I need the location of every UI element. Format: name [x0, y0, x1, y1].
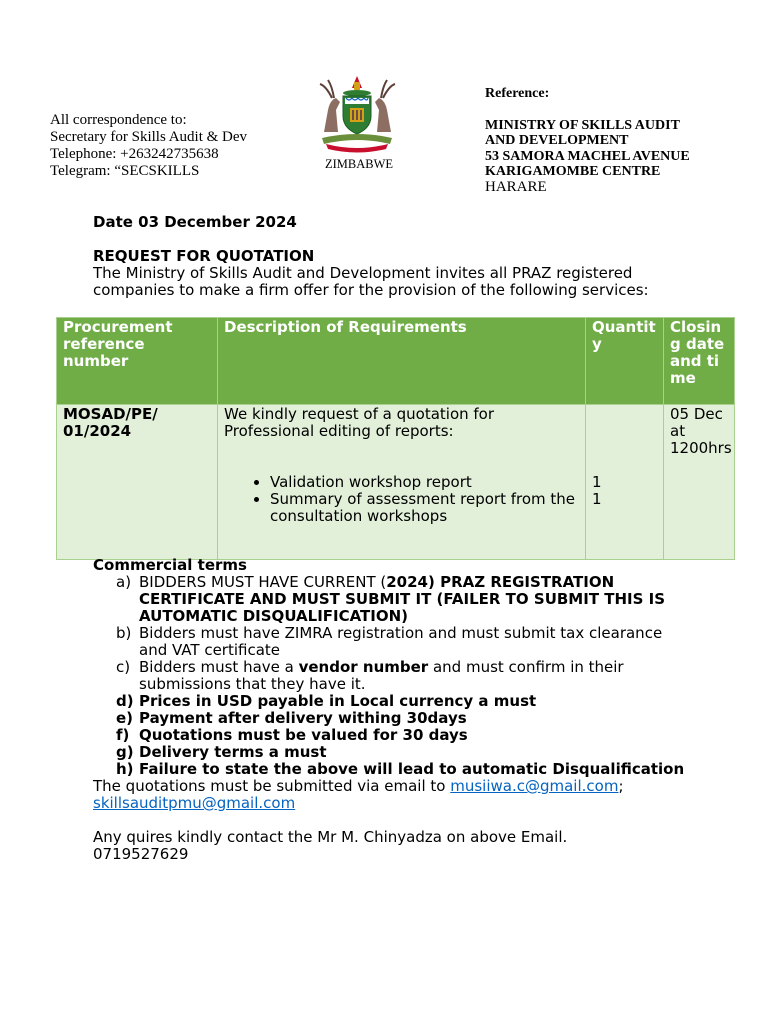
term-marker: d): [116, 692, 134, 710]
correspondence-line: Telephone: +263242735638: [50, 146, 219, 162]
submission-line: [93, 778, 693, 795]
correspondence-line: Secretary for Skills Audit & Dev: [50, 129, 248, 145]
column-header-reference: Procurement reference number: [57, 318, 218, 405]
address-line: AND DEVELOPMENT: [485, 133, 629, 149]
term-text: Bidders must have a: [139, 658, 299, 676]
document-date: Date 03 December 2024: [93, 213, 297, 231]
contact-phone: 0719527629: [93, 845, 189, 863]
term-marker: h): [116, 760, 134, 778]
email-separator: ;: [618, 777, 624, 795]
term-item: [93, 574, 693, 625]
term-marker: a): [116, 573, 132, 591]
term-item: [93, 727, 693, 744]
quantity-value: 1: [592, 473, 602, 491]
column-header-closing: Closing date and time: [664, 318, 735, 405]
rfq-intro: The Ministry of Skills Audit and Development invites all PRAZ registered companies to make a firm offer for the provision of the following services:: [93, 264, 649, 299]
terms-list: [93, 574, 693, 778]
list-item: • Summary of assessment report from the consultation workshops: [270, 491, 579, 525]
address-city: HARARE: [485, 178, 547, 195]
requirement-list: [224, 474, 579, 525]
term-text: Delivery terms a must: [139, 743, 327, 761]
table-row: [57, 405, 735, 560]
term-marker: e): [116, 709, 134, 727]
reference-block: [485, 86, 690, 196]
term-text: and must confirm in their submissions that they have it.: [139, 658, 624, 693]
rfq-heading: REQUEST FOR QUOTATION: [93, 247, 315, 265]
term-item: [93, 761, 693, 778]
correspondence-block: [50, 112, 247, 180]
email-link-primary[interactable]: musiiwa.c@gmail.com: [450, 777, 619, 795]
email-link-secondary[interactable]: skillsauditpmu@gmail.com: [93, 794, 296, 812]
term-marker: g): [116, 743, 134, 761]
coat-of-arms-icon: [310, 74, 405, 154]
term-item: [93, 693, 693, 710]
address-line: 53 SAMORA MACHEL AVENUE: [485, 148, 690, 164]
country-label: ZIMBABWE: [325, 157, 394, 171]
term-text: BIDDERS MUST HAVE CURRENT (: [139, 573, 387, 591]
term-item: [93, 744, 693, 761]
term-marker: c): [116, 658, 131, 676]
column-header-quantity: Quantity: [586, 318, 664, 405]
table-header-row: [57, 318, 735, 405]
term-marker: f): [116, 726, 130, 744]
term-item: [93, 710, 693, 727]
term-text-bold: vendor number: [298, 658, 429, 676]
contact-text: Any quires kindly contact the Mr M. Chinyadza on above Email.: [93, 828, 568, 846]
term-text: Prices in USD payable in Local currency a must: [139, 692, 537, 710]
correspondence-line: Telegram: “SECSKILLS: [50, 163, 200, 179]
term-text: Failure to state the above will lead to automatic Disqualification: [139, 760, 685, 778]
term-text: Quotations must be valued for 30 days: [139, 726, 468, 744]
requirements-table: [56, 317, 735, 560]
term-text-bold: 2024) PRAZ REGISTRATION CERTIFICATE AND MUST SUBMIT IT (FAILER TO SUBMIT THIS IS AUTOMATIC DISQUALIFICATION): [139, 573, 666, 625]
address-line: KARIGAMOMBE CENTRE: [485, 164, 661, 180]
cell-reference: MOSAD/PE/ 01/2024: [57, 405, 218, 560]
term-item: [93, 659, 693, 693]
rfq-section: [93, 248, 693, 299]
submission-text: The quotations must be submitted via email to: [93, 777, 451, 795]
column-header-description: Description of Requirements: [218, 318, 586, 405]
quantity-value: 1: [592, 490, 602, 508]
correspondence-line: All correspondence to:: [50, 112, 187, 128]
commercial-terms: [93, 557, 693, 863]
term-item: [93, 625, 693, 659]
address-line: MINISTRY OF SKILLS AUDIT: [485, 117, 680, 133]
cell-description: [218, 405, 586, 560]
terms-heading: Commercial terms: [93, 556, 247, 574]
term-marker: b): [116, 624, 132, 642]
term-text: Bidders must have ZIMRA registration and must submit tax clearance and VAT certificate: [139, 624, 663, 659]
cell-closing: 05 Dec at 1200hrs: [664, 405, 735, 560]
term-text: Payment after delivery withing 30days: [139, 709, 467, 727]
reference-label: Reference:: [485, 86, 550, 101]
cell-quantity: [586, 405, 664, 560]
list-item: • Validation workshop report: [270, 474, 579, 491]
submission-line-2: [93, 795, 693, 812]
description-intro: We kindly request of a quotation for Professional editing of reports:: [224, 405, 495, 440]
